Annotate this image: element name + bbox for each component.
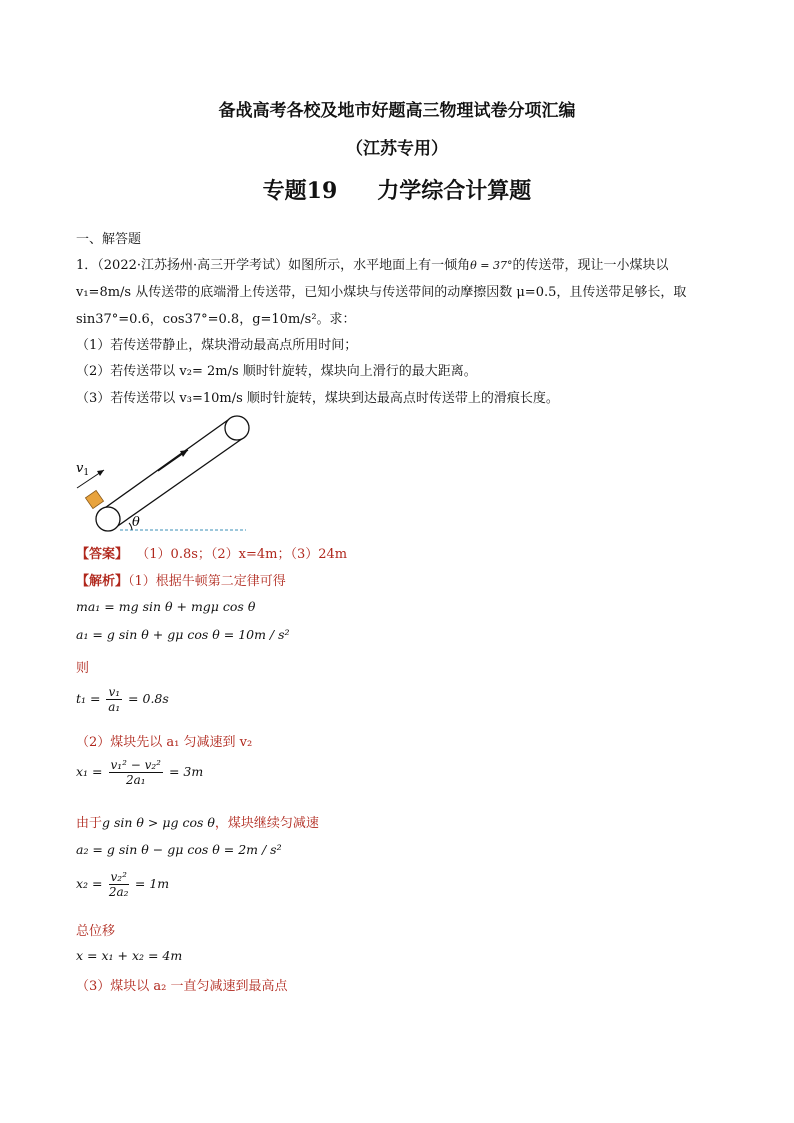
equation-5: a₂ = g sin θ − gμ cos θ = 2m / s² (76, 842, 282, 857)
topic-number: 专题19 (262, 178, 338, 204)
document-title: 备战高考各校及地市好题高三物理试卷分项汇编 (218, 101, 576, 121)
conveyor-belt-figure (70, 408, 260, 538)
equation-6: x₂ = $\frac{\text{v₂²}}{\text{2a₂}}$ = 1m (76, 870, 170, 899)
equation-2: a₁ = g sin θ + gμ cos θ = 10m / s² (76, 627, 290, 642)
coal-block (85, 490, 103, 508)
since-line: 由于g sin θ > μg cos θ，煤块继续匀减速 (76, 815, 319, 831)
lower-pulley (96, 507, 120, 531)
equation-1: ma₁ = mg sin θ + mgμ cos θ (76, 599, 256, 614)
problem-line-1: 1．（2022·江苏扬州·高三开学考试）如图所示，水平地面上有一倾角θ = 37°的传送带，现让一小煤块以 (76, 258, 669, 273)
text-total-displacement: 总位移 (76, 924, 116, 939)
text-part-3: （3）煤块以 a₂ 一直匀减速到最高点 (76, 979, 288, 994)
theta-label: θ (132, 515, 140, 530)
answer-line (76, 543, 347, 562)
velocity-label: $v_1$ (76, 461, 90, 478)
equation-7: x = x₁ + x₂ = 4m (76, 948, 183, 963)
upper-pulley (225, 416, 249, 440)
answer-text: （1）0.8s；（2）x=4m；（3）24m (136, 547, 348, 562)
text-then: 则 (76, 661, 90, 676)
equation-3: t₁ = $\frac{\text{v₁}}{\text{a₁}}$ = 0.8s (76, 685, 169, 714)
document-subtitle: （江苏专用） (346, 139, 448, 159)
velocity-arrowhead (97, 470, 104, 476)
problem-line-3: sin37°=0.6，cos37°=0.8，g=10m/s²。求： (76, 312, 356, 327)
equation-4: x₁ = $\frac{\text{v₁² − v₂²}}{\text{2a₁}}$ = 3m (76, 758, 204, 787)
analysis-label: 【解析】 (76, 574, 129, 589)
question-2: （2）若传送带以 v₂= 2m/s 顺时针旋转，煤块向上滑行的最大距离。 (76, 364, 477, 379)
belt-top-edge (102, 420, 228, 510)
answer-label: 【答案】 (76, 547, 129, 562)
question-1: （1）若传送带静止，煤块滑动最高点所用时间； (76, 338, 358, 353)
text-part-2: （2）煤块先以 a₁ 匀减速到 v₂ (76, 735, 253, 750)
question-3: （3）若传送带以 v₃=10m/s 顺时针旋转，煤块到达最高点时传送带上的滑痕长度。 (76, 391, 559, 406)
theta-equation: θ = 37° (470, 259, 513, 272)
problem-line-2: v₁=8m/s 从传送带的底端滑上传送带，已知小煤块与传送带间的动摩擦因数 μ=0.5，且传送带足够长，取 (76, 285, 687, 300)
since-inequality: g sin θ > μg cos θ (102, 815, 215, 830)
topic-title (0, 174, 794, 205)
topic-name: 力学综合计算题 (377, 178, 532, 204)
analysis-intro-line: 【解析】（1）根据牛顿第二定律可得 (76, 574, 286, 589)
section-heading: 一、解答题 (76, 232, 142, 247)
